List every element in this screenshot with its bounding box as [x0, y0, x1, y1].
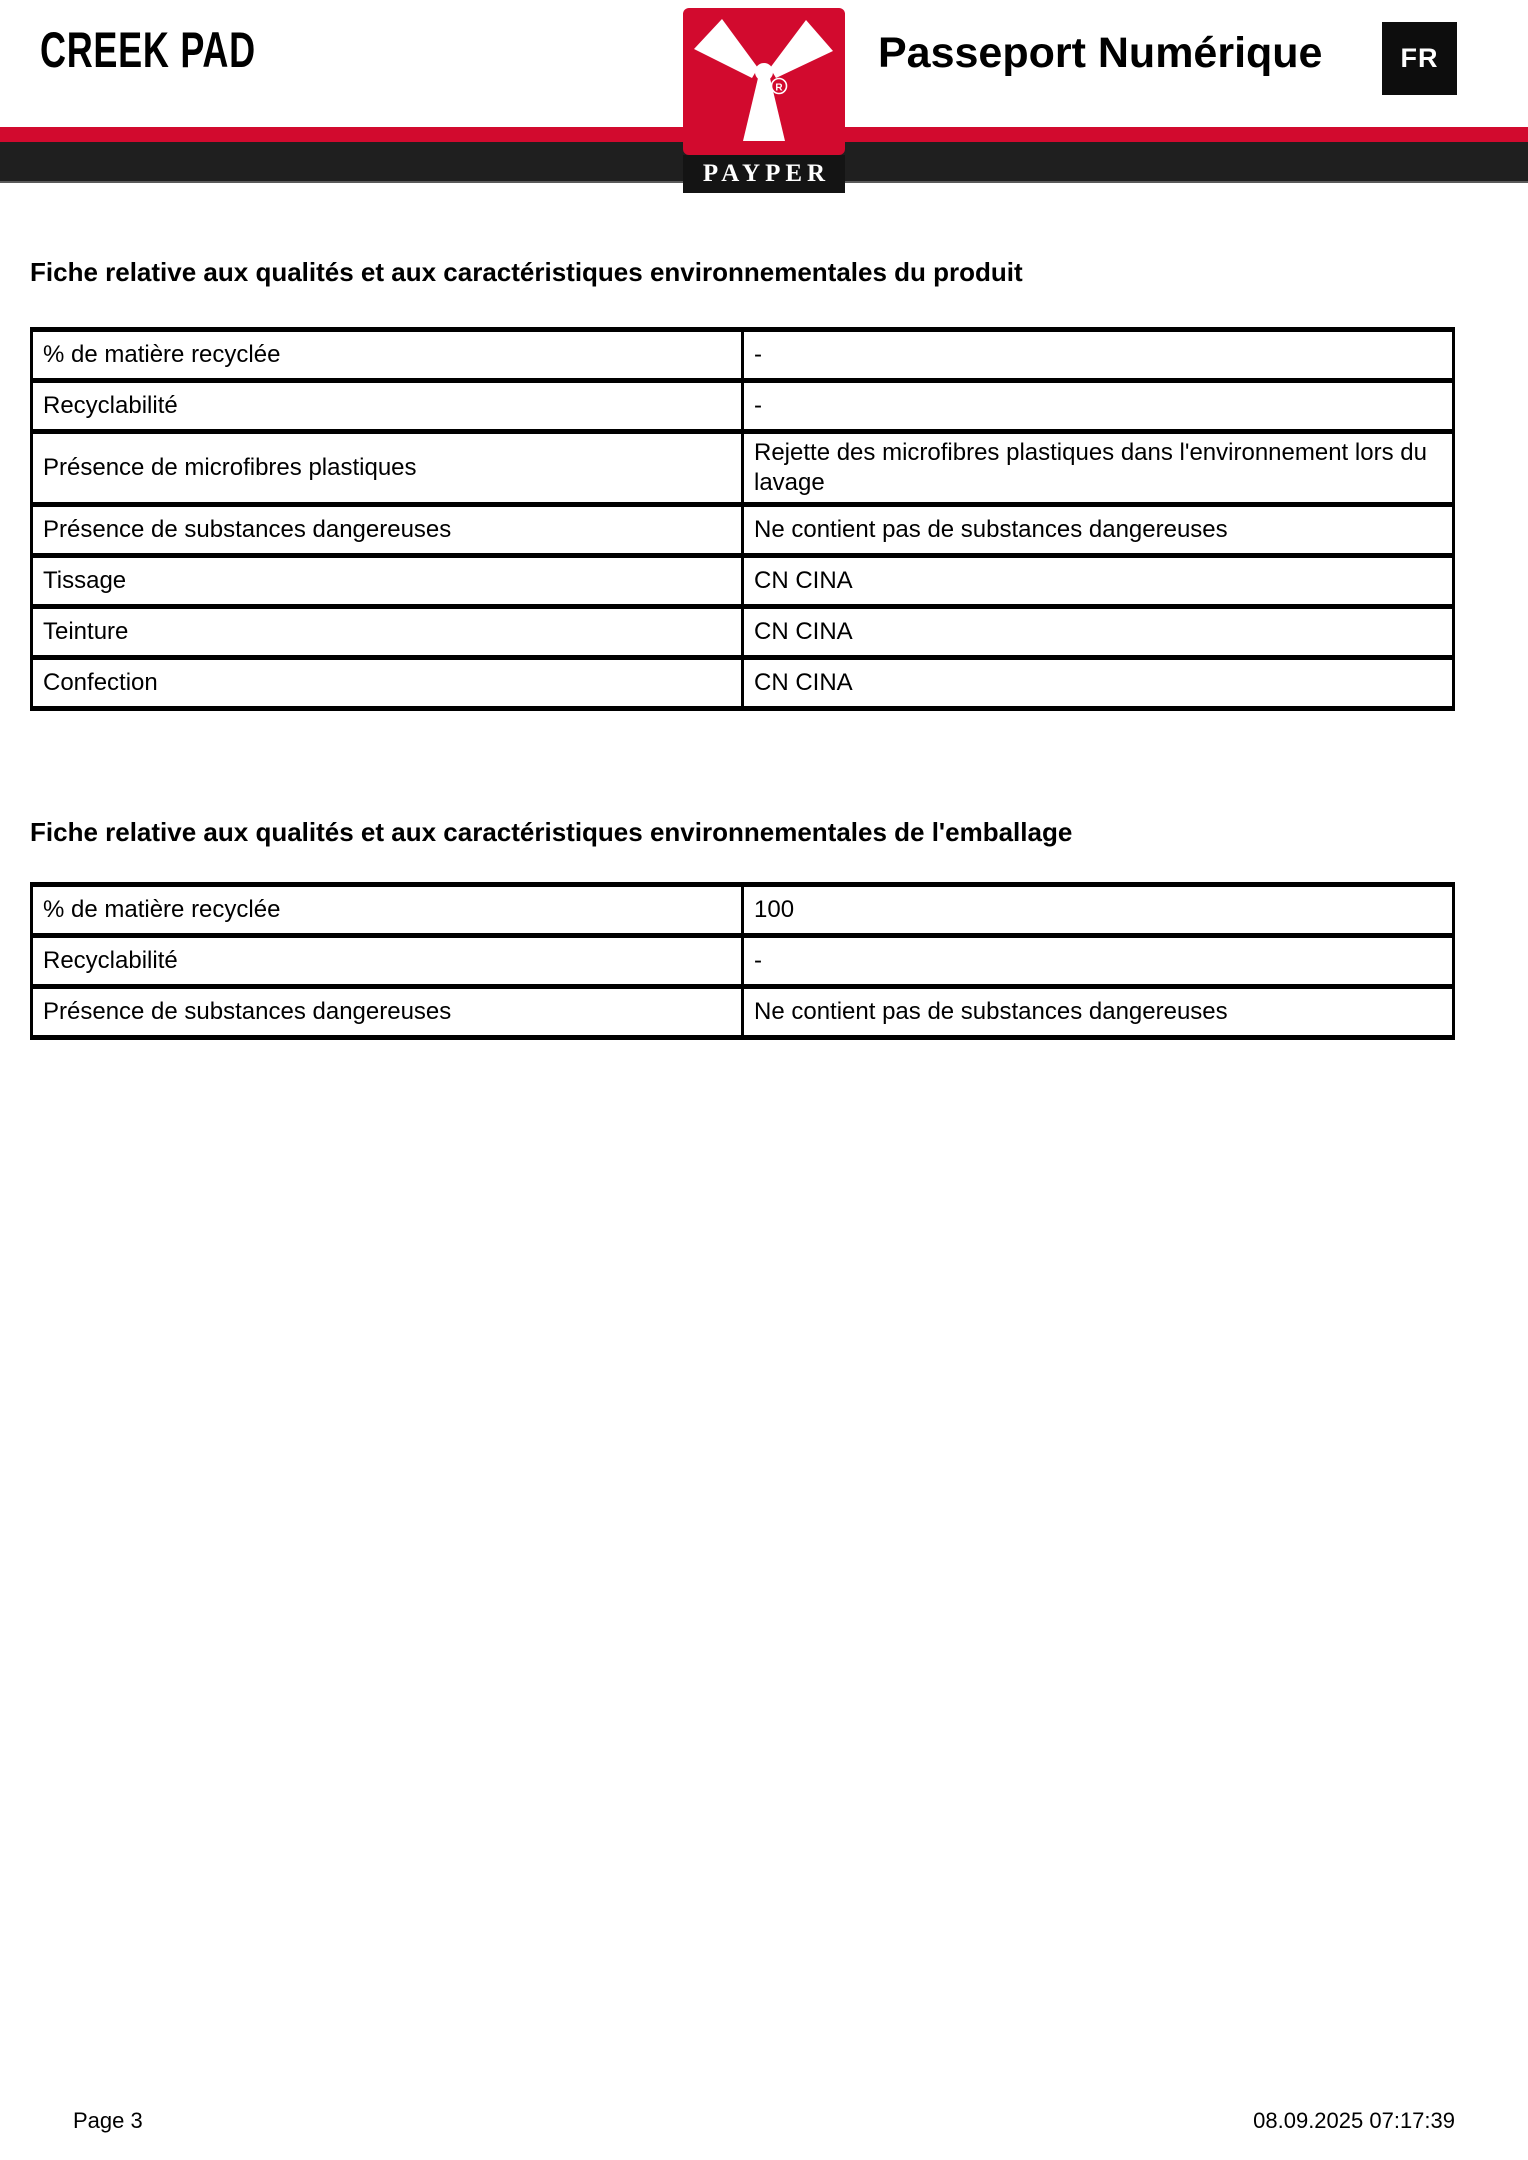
row-value-cell: CN CINA [743, 607, 1454, 658]
row-label-cell: Confection [32, 658, 743, 709]
table-row [32, 658, 1454, 709]
row-value-cell: CN CINA [743, 556, 1454, 607]
brand-wordmark: PAYPER [683, 155, 845, 193]
row-label-cell: Présence de substances dangereuses [32, 505, 743, 556]
table-row [32, 936, 1454, 987]
table-row [32, 505, 1454, 556]
table-row [32, 607, 1454, 658]
product-characteristics-table [30, 327, 1455, 711]
row-label-cell: Recyclabilité [32, 936, 743, 987]
row-value-cell: 100 [743, 885, 1454, 936]
row-label-cell: % de matière recyclée [32, 885, 743, 936]
generation-timestamp: 08.09.2025 07:17:39 [1253, 2108, 1455, 2133]
language-badge-label: FR [1400, 43, 1439, 73]
row-label-cell: Teinture [32, 607, 743, 658]
payper-logo [683, 8, 845, 193]
table-row [32, 432, 1454, 505]
section-title-packaging: Fiche relative aux qualités et aux caractéristiques environnementales de l'emballage [30, 817, 1073, 847]
row-value-cell: Ne contient pas de substances dangereuses [743, 987, 1454, 1038]
packaging-characteristics-table [30, 882, 1455, 1040]
page-number: Page 3 [73, 2108, 143, 2133]
section-title-product: Fiche relative aux qualités et aux caractéristiques environnementales du produit [30, 257, 1023, 287]
product-name: CREEK PAD [40, 22, 256, 78]
row-label-cell: Tissage [32, 556, 743, 607]
language-badge [1382, 22, 1457, 95]
document-title: Passeport Numérique [878, 29, 1323, 77]
row-label-cell: Présence de substances dangereuses [32, 987, 743, 1038]
row-value-cell: CN CINA [743, 658, 1454, 709]
row-label-cell: % de matière recyclée [32, 330, 743, 381]
table-row [32, 330, 1454, 381]
row-value-cell: - [743, 330, 1454, 381]
propeller-icon [683, 8, 845, 155]
row-value-cell: Rejette des microfibres plastiques dans l'environnement lors du lavage [743, 432, 1454, 505]
row-value-cell: - [743, 936, 1454, 987]
row-value-cell: - [743, 381, 1454, 432]
table-row [32, 556, 1454, 607]
row-label-cell: Présence de microfibres plastiques [32, 432, 743, 505]
row-value-cell: Ne contient pas de substances dangereuses [743, 505, 1454, 556]
table-row [32, 381, 1454, 432]
row-label-cell: Recyclabilité [32, 381, 743, 432]
table-row [32, 987, 1454, 1038]
svg-text:R: R [775, 82, 783, 94]
table-row [32, 885, 1454, 936]
